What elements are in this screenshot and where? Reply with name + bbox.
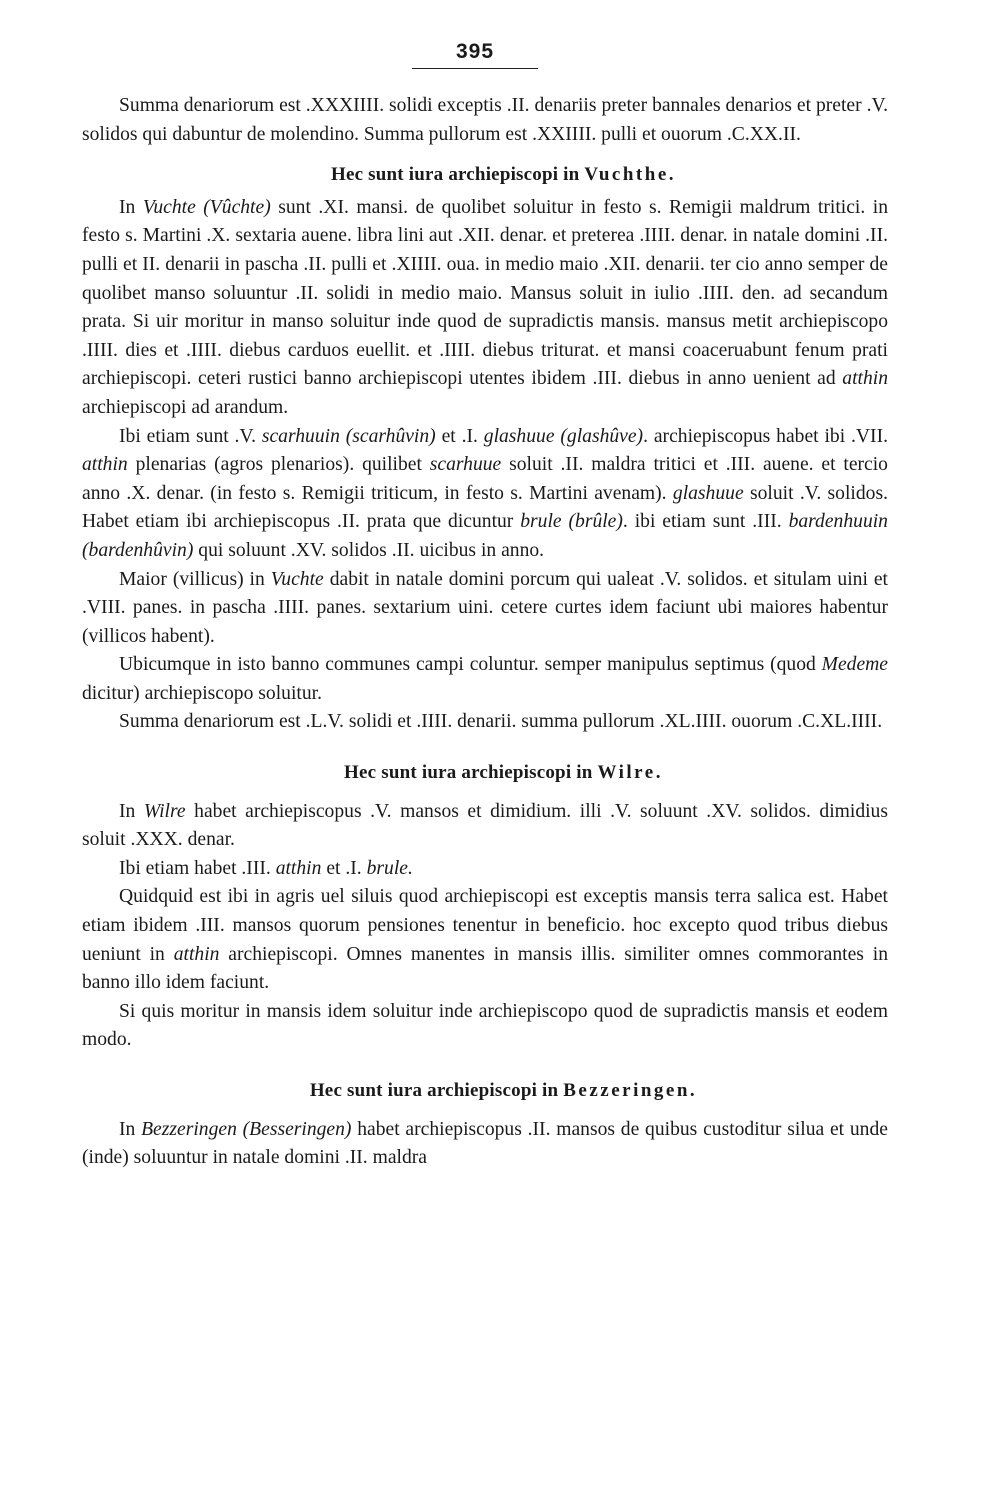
term: scarhuue (429, 454, 502, 476)
paragraph: Ibi etiam habet .III. atthin et .I. brule. (119, 857, 413, 879)
paragraph: Si quis moritur in mansis idem soluitur inde archiepiscopo quod de supradictis mansis et eodem modo. (82, 1000, 888, 1051)
paragraph: In Vuchte (Vûchte) sunt .XI. mansi. de quolibet soluitur in festo s. Remigii maldrum tritici. in festo s. Martini .X. sextaria auene. libra lini aut .XII. denar. et preterea .IIII. denar. in natale domini .II. pulli et II. denarii in pascha .II. pulli et .XIIII. oua. in medio maio .XII. denarii. ter cio anno semper de quolibet manso soluuntur .II. solidi in medio maio. Mansus soluit in iulio .IIII. den. ad secandum prata. Si uir moritur in manso soluitur inde quod de supradictis mansis. mansus metit archiepiscopo .IIII. dies et .IIII. diebus carduos euellit. et .IIII. diebus triturat. et mansi coaceruabunt fenum prati archiepiscopi. ceteri rustici banno archiepiscopi utentes ibidem .III. diebus in anno uenient ad atthin archiepiscopi ad arandum. (82, 196, 888, 418)
term: brule (brûle) (520, 511, 623, 533)
paragraph: Maior (villicus) in Vuchte dabit in natale domini porcum qui ualeat .V. solidos. et situlam uini et .VIII. panes. in pascha .IIII. panes. sextarium uini. cetere curtes idem faciunt ubi maiores habentur (villicos habent). (82, 568, 889, 647)
term: atthin (842, 368, 888, 390)
section-heading (82, 1077, 888, 1106)
heading-place: Bezzeringen. (563, 1080, 698, 1101)
place-name: Vuchte (270, 568, 324, 590)
term: atthin (82, 454, 128, 476)
term: glashuue (glashûve) (483, 425, 644, 447)
text-body (82, 92, 888, 1173)
page-number: 395 (455, 40, 495, 63)
term: brule. (366, 857, 413, 879)
heading-place: Vuchthe. (584, 164, 677, 186)
page-number-rule (412, 68, 538, 69)
paragraph: Ibi etiam sunt .V. scarhuuin (scarhûvin) et .I. glashuue (glashûve). archiepiscopus habet ibi .VII. atthin plenarias (agros plenarios). quilibet scarhuue soluit .II. maldra tritici et .III. auene. et tercio anno .X. denar. (in festo s. Remigii triticum, in festo s. Martini avenam). glashuue soluit .V. solidos. Habet etiam ibi archiepiscopus .II. prata que dicuntur brule (brûle). ibi etiam sunt .III. bardenhuuin (bardenhûvin) qui soluunt .XV. solidos .II. uicibus in anno. (82, 425, 888, 561)
term: atthin (275, 857, 322, 879)
heading-prefix: Hec sunt iura archiepiscopi in (344, 762, 598, 784)
place-name: Vuchte (Vûchte) (142, 196, 271, 218)
heading-place: Wilre. (597, 762, 663, 784)
section-heading (82, 759, 888, 788)
place-name: Bezzeringen (Besseringen) (141, 1118, 352, 1140)
paragraph: In Wilre habet archiepiscopus .V. mansos et dimidium. illi .V. soluunt .XV. solidos. dimidius soluit .XXX. denar. (82, 800, 888, 851)
place-name: Wilre (143, 800, 186, 822)
term: scarhuuin (scarhûvin) (261, 425, 436, 447)
term: glashuue (672, 482, 744, 504)
term: bardenhuuin (bardenhûvin) (82, 511, 888, 561)
heading-prefix: Hec sunt iura archiepiscopi in (330, 164, 585, 186)
term: atthin (173, 943, 220, 965)
paragraph: In Bezzeringen (Besseringen) habet archiepiscopus .II. mansos de quibus custoditur silua et unde (inde) soluuntur in natale domini .II. maldra (82, 1118, 888, 1169)
heading-prefix: Hec sunt iura archiepiscopi in (309, 1080, 564, 1101)
term: Medeme (821, 654, 888, 676)
paragraph: Summa denariorum est .XXXIIII. solidi exceptis .II. denariis preter bannales denarios et preter .V. solidos qui dabuntur de molendino. Summa pullorum est .XXIIII. pulli et ouorum .C.XX.II. (82, 95, 888, 145)
section-heading (82, 161, 888, 190)
paragraph: Summa denariorum est .L.V. solidi et .IIII. denarii. summa pullorum .XL.IIII. ouorum .C.XL.IIII. (119, 711, 883, 733)
paragraph: Quidquid est ibi in agris uel siluis quod archiepiscopi est exceptis mansis terra salica est. Habet etiam ibidem .III. mansos quorum pensiones tenentur in beneficio. hoc excepto quod tribus diebus ueniunt in atthin archiepiscopi. Omnes manentes in mansis illis. similiter omnes commorantes in banno illo idem faciunt. (82, 886, 888, 994)
paragraph: Ubicumque in isto banno communes campi coluntur. semper manipulus septimus (quod Medeme dicitur) archiepiscopo soluitur. (82, 654, 888, 704)
